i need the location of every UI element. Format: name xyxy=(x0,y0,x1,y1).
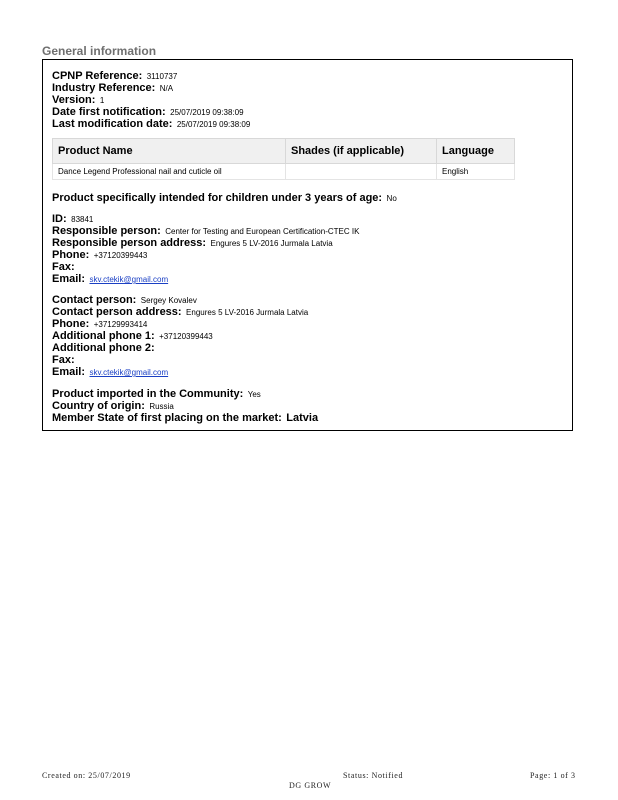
id-label: ID: xyxy=(52,213,67,225)
table-header-row xyxy=(53,139,515,164)
version-label: Version: xyxy=(52,94,96,106)
contact-email-label: Email: xyxy=(52,366,86,378)
footer-created: Created on: 25/07/2019 xyxy=(42,771,131,780)
last-modification-label: Last modification date: xyxy=(52,118,173,130)
country-of-origin-label: Country of origin: xyxy=(52,400,145,412)
imported-value: Yes xyxy=(247,390,261,399)
additional-phone-2-label: Additional phone 2: xyxy=(52,342,155,354)
children-label: Product specifically intended for children under 3 years of age: xyxy=(52,192,383,204)
column-header-shades: Shades (if applicable) xyxy=(286,139,437,164)
cpnp-reference-value: 3110737 xyxy=(146,72,178,81)
last-modification-value: 25/07/2019 09:38:09 xyxy=(176,120,251,129)
country-of-origin-value: Russia xyxy=(149,402,174,411)
contact-address-label: Contact person address: xyxy=(52,306,182,318)
section-title: General information xyxy=(42,44,157,58)
cell-language: English xyxy=(437,164,515,180)
member-state-value: Latvia xyxy=(286,412,319,424)
member-state-label: Member State of first placing on the market: xyxy=(52,412,282,424)
responsible-email-link[interactable]: skv.ctekik@gmail.com xyxy=(89,275,169,284)
additional-phone-1-label: Additional phone 1: xyxy=(52,330,155,342)
children-row xyxy=(52,191,397,205)
member-state-row xyxy=(52,411,318,424)
contact-fax-label: Fax: xyxy=(52,354,75,366)
last-modification-row xyxy=(52,117,250,131)
column-header-product-name: Product Name xyxy=(53,139,286,164)
footer-org: DG GROW xyxy=(289,781,332,790)
responsible-email-label: Email: xyxy=(52,273,86,285)
responsible-address-value: Engures 5 LV-2016 Jurmala Latvia xyxy=(210,239,333,248)
responsible-person-label: Responsible person: xyxy=(52,225,161,237)
imported-label: Product imported in the Community: xyxy=(52,388,244,400)
footer-status: Status: Notified xyxy=(343,771,404,780)
version-value: 1 xyxy=(99,96,105,105)
column-header-language: Language xyxy=(437,139,515,164)
table-row xyxy=(53,164,515,180)
responsible-person-value: Center for Testing and European Certification-CTEC IK xyxy=(165,227,360,236)
contact-address-value: Engures 5 LV-2016 Jurmala Latvia xyxy=(186,308,309,317)
first-notification-label: Date first notification: xyxy=(52,106,166,118)
cpnp-reference-label: CPNP Reference: xyxy=(52,70,143,82)
responsible-fax-label: Fax: xyxy=(52,261,75,273)
industry-reference-value: N/A xyxy=(159,84,174,93)
contact-phone-value: +37129993414 xyxy=(93,320,148,329)
contact-email-row xyxy=(52,365,168,379)
contact-person-label: Contact person: xyxy=(52,294,137,306)
responsible-email-row xyxy=(52,272,168,286)
contact-phone-label: Phone: xyxy=(52,318,90,330)
additional-phone-1-value: +37120399443 xyxy=(159,332,213,341)
product-table xyxy=(52,138,515,180)
industry-reference-label: Industry Reference: xyxy=(52,82,156,94)
id-value: 83841 xyxy=(71,215,94,224)
cell-shades xyxy=(286,164,437,180)
children-value: No xyxy=(386,194,397,203)
contact-email-link[interactable]: skv.ctekik@gmail.com xyxy=(89,368,169,377)
general-information-box xyxy=(42,59,573,431)
footer-page: Page: 1 of 3 xyxy=(530,771,576,780)
responsible-phone-label: Phone: xyxy=(52,249,90,261)
responsible-phone-value: +37120399443 xyxy=(93,251,148,260)
contact-person-value: Sergey Kovalev xyxy=(140,296,197,305)
first-notification-value: 25/07/2019 09:38:09 xyxy=(170,108,244,117)
responsible-address-label: Responsible person address: xyxy=(52,237,207,249)
cell-product-name: Dance Legend Professional nail and cuticle oil xyxy=(53,164,286,180)
